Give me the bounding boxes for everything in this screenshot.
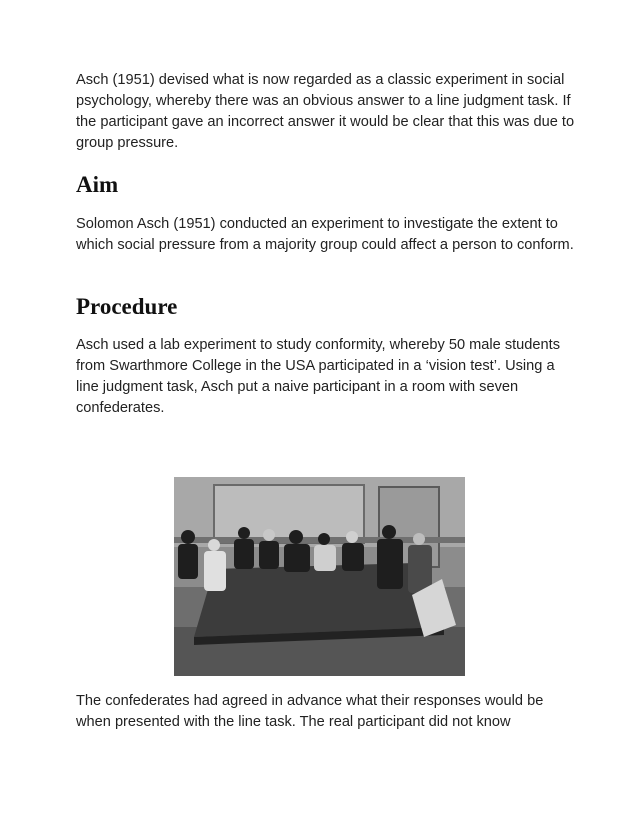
- aim-heading: Aim: [76, 172, 119, 197]
- photo-graphic: [174, 477, 465, 676]
- procedure-paragraph: Asch used a lab experiment to study conformity, whereby 50 male students from Swarthmore College in the USA participated in a ‘vision test’. Using a line judgment task, Asch put a naive participant in a room with seven confederates.: [76, 337, 561, 416]
- confederates-paragraph: The confederates had agreed in advance what their responses would be when presented with the line task. The real participant did not know: [76, 693, 544, 730]
- experiment-photo: [174, 477, 465, 676]
- procedure-heading: Procedure: [76, 294, 178, 319]
- aim-paragraph: Solomon Asch (1951) conducted an experiment to investigate the extent to which social pressure from a majority group could affect a person to conform.: [76, 216, 574, 253]
- intro-paragraph: Asch (1951) devised what is now regarded as a classic experiment in social psychology, whereby there was an obvious answer to a line judgment task. If the participant gave an incorrect answer it would be clear that this was due to group pressure.: [76, 72, 575, 151]
